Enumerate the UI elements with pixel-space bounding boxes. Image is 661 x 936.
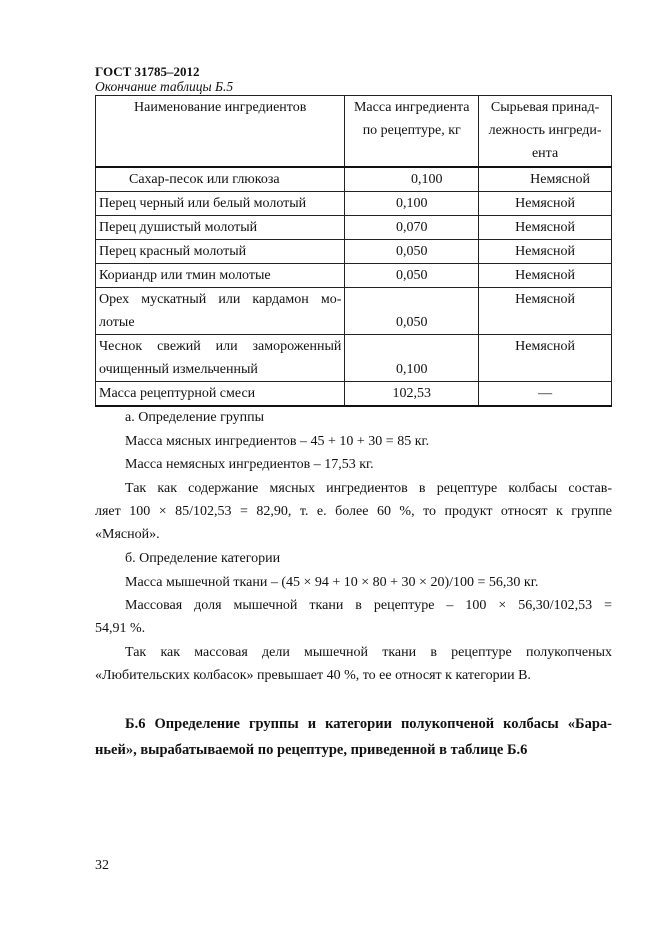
ingredient-name-line1: Орех мускатный или кардамон мо- [99, 292, 342, 307]
total-mass: 102,53 [345, 382, 479, 407]
category-heading: б. Определение категории [125, 551, 281, 566]
table-row [96, 216, 612, 240]
group-conclusion-line1: Так как содержание мясных ингредиентов в рецептуре колбасы состав- [125, 481, 612, 496]
section-heading-line1: Б.6 Определение группы и категории полукопченой колбасы «Бара- [125, 716, 612, 732]
ingredient-name: Сахар-песок или глюкоза [96, 167, 345, 192]
ingredients-table [95, 95, 612, 407]
ingredient-type: Немясной [479, 216, 612, 240]
ingredient-name-line2: очищенный измельченный [99, 362, 258, 377]
ingredient-name [96, 288, 345, 335]
section-heading-line2: ньей», вырабатываемой по рецептуре, приведенной в таблице Б.6 [95, 742, 528, 758]
total-label: Масса рецептурной смеси [96, 382, 345, 407]
category-conclusion [95, 641, 612, 687]
ingredient-mass: 0,050 [345, 264, 479, 288]
header-name: Наименование ингредиентов [96, 96, 345, 168]
muscle-mass-line: Масса мышечной ткани – (45 × 94 + 10 × 80 + 30 × 20)/100 = 56,30 кг. [125, 575, 539, 590]
ingredient-mass-value: 0,050 [396, 315, 428, 330]
ingredient-type: Немясной [479, 264, 612, 288]
table-total-row [96, 382, 612, 407]
ingredient-type: Немясной [479, 335, 612, 382]
table-row [96, 335, 612, 382]
page-number: 32 [95, 858, 109, 873]
meat-mass-line: Масса мясных ингредиентов – 45 + 10 + 30 = 85 кг. [125, 434, 430, 449]
ingredient-name: Кориандр или тмин молотые [96, 264, 345, 288]
ingredient-mass [345, 288, 479, 335]
category-conclusion-line2: «Любительских колбасок» превышает 40 %, то ее относят к категории В. [95, 668, 531, 683]
ingredient-type: Немясной [479, 167, 612, 192]
table-row [96, 240, 612, 264]
ingredient-mass: 0,070 [345, 216, 479, 240]
table-row [96, 264, 612, 288]
table-continuation-caption: Окончание таблицы Б.5 [95, 79, 234, 94]
group-heading: а. Определение группы [125, 410, 265, 425]
table-row [96, 167, 612, 192]
ingredient-name: Перец душистый молотый [96, 216, 345, 240]
table-header-row [96, 96, 612, 168]
ingredient-name-line2: лотые [99, 315, 135, 330]
muscle-share-line1: Массовая доля мышечной ткани в рецептуре – 100 × 56,30/102,53 = [125, 598, 612, 613]
ingredient-name: Перец красный молотый [96, 240, 345, 264]
ingredient-mass: 0,100 [345, 167, 479, 192]
muscle-share-line2: 54,91 %. [95, 621, 146, 636]
ingredient-mass: 0,050 [345, 240, 479, 264]
table-row [96, 192, 612, 216]
muscle-share [95, 594, 612, 640]
total-type: — [479, 382, 612, 407]
ingredient-type: Немясной [479, 288, 612, 335]
nonmeat-mass-line: Масса немясных ингредиентов – 17,53 кг. [125, 457, 374, 472]
header-mass: Масса ингредиента по рецептуре, кг [345, 96, 479, 168]
category-conclusion-line1: Так как массовая дели мышечной ткани в рецептуре полукопченых [125, 645, 612, 660]
ingredient-name [96, 335, 345, 382]
ingredient-name-line1: Чеснок свежий или замороженный [99, 339, 342, 354]
ingredient-mass [345, 335, 479, 382]
ingredient-type: Немясной [479, 240, 612, 264]
ingredient-type: Немясной [479, 192, 612, 216]
ingredient-mass: 0,100 [345, 192, 479, 216]
group-conclusion-line2: ляет 100 × 85/102,53 = 82,90, т. е. более 60 %, то продукт относят к группе [95, 504, 612, 519]
header-type: Сырьевая принад-лежность ингреди-ента [479, 96, 612, 168]
standard-number: ГОСТ 31785–2012 [95, 64, 200, 79]
group-conclusion-line3: «Мясной». [95, 527, 160, 542]
table-row [96, 288, 612, 335]
group-conclusion [95, 477, 612, 546]
ingredient-mass-value: 0,100 [396, 362, 428, 377]
section-b6-heading [95, 711, 612, 763]
ingredient-name: Перец черный или белый молотый [96, 192, 345, 216]
